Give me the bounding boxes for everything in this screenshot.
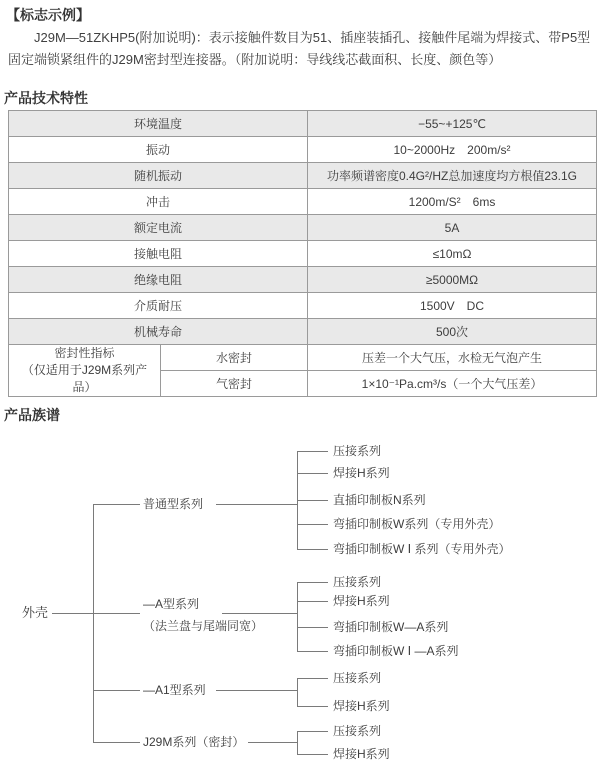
seal-label-line1: 密封性指标 [54,346,115,360]
tree-leaf-label: 焊接H系列 [333,699,390,713]
tree-connector-line [297,706,328,707]
tree-connector-line [297,582,328,583]
tree-leaf-label: 压接系列 [333,671,382,685]
tree-leaf-label: 压接系列 [333,444,382,458]
seal-type: 气密封 [161,371,308,397]
tree-connector-line [93,690,140,691]
tree-leaf-label: 压接系列 [333,724,382,738]
spec-label: 振动 [9,137,308,163]
spec-label: 随机振动 [9,163,308,189]
spec-label: 绝缘电阻 [9,267,308,293]
tree-connector-line [297,627,328,628]
tree-leaf-label: 压接系列 [333,575,382,589]
tree-group-label: 普通型系列 [143,497,204,511]
spec-value: −55~+125℃ [308,111,597,137]
tree-connector-line [297,500,328,501]
spec-value: 1500V DC [308,293,597,319]
tree-root-label: 外壳 [22,605,49,620]
seal-value: 1×10⁻¹Pa.cm³/s（一个大气压差） [308,371,597,397]
tree-connector-line [216,504,297,505]
tree-trunk-line [93,504,94,743]
spec-label: 环境温度 [9,111,308,137]
tree-connector-line [297,731,328,732]
spec-label: 介质耐压 [9,293,308,319]
seal-value: 压差一个大气压，水检无气泡产生 [308,345,597,371]
spec-value: ≤10mΩ [308,241,597,267]
spec-value: 10~2000Hz 200m/s² [308,137,597,163]
tree-connector-line [297,601,328,602]
family-tree-heading: 产品族谱 [4,407,60,423]
mark-example-heading: 【标志示例】 [6,7,90,23]
tree-connector-line [297,754,328,755]
spec-value: 1200m/S² 6ms [308,189,597,215]
tree-connector-line [297,678,328,679]
tree-leaf-label: 弯插印制板W Ⅰ —A系列 [333,644,459,658]
seal-type: 水密封 [161,345,308,371]
tree-connector-line [93,504,140,505]
tree-group-label: —A1型系列 [143,683,206,697]
spec-label: 冲击 [9,189,308,215]
tree-group-label: J29M系列（密封） [143,735,245,749]
seal-label-line2: （仅适用于J29M系列产品） [21,363,148,394]
tree-group-label: —A型系列 [143,597,200,611]
tree-connector-line [297,524,328,525]
tree-leaf-label: 焊接H系列 [333,466,390,480]
spec-label: 额定电流 [9,215,308,241]
tree-bracket-line [297,582,298,652]
tree-connector-line [216,690,297,691]
spec-section-heading: 产品技术特性 [4,90,88,106]
tree-connector-line [297,451,328,452]
tree-bracket-line [297,678,298,707]
spec-value: 500次 [308,319,597,345]
spec-label: 机械寿命 [9,319,308,345]
tree-group-sublabel: （法兰盘与尾端同宽） [143,619,264,633]
tree-leaf-label: 直插印制板N系列 [333,493,426,507]
spec-value: 功率频谱密度0.4G²/HZ总加速度均方根值23.1G [308,163,597,189]
tree-connector-line [297,473,328,474]
tree-connector-line [222,613,297,614]
tree-connector-line [93,742,140,743]
tree-connector-line [248,742,297,743]
mark-example-paragraph: J29M—51ZKHP5(附加说明)：表示接触件数目为51、插座装插孔、接触件尾端为焊接式、带P5型固定端锁紧组件的J29M密封型连接器。（附加说明：导线线芯截面积、长度、颜色等） [8,30,591,67]
tree-connector-line [297,651,328,652]
tree-connector-line [297,549,328,550]
spec-value: 5A [308,215,597,241]
tree-leaf-label: 弯插印制板W Ⅰ 系列（专用外壳） [333,542,511,556]
tree-leaf-label: 弯插印制板W系列（专用外壳） [333,517,501,531]
tree-leaf-label: 焊接H系列 [333,747,390,761]
tree-connector-line [52,613,140,614]
tree-bracket-line [297,731,298,755]
spec-label: 接触电阻 [9,241,308,267]
tree-leaf-label: 焊接H系列 [333,594,390,608]
tree-leaf-label: 弯插印制板W—A系列 [333,620,449,634]
spec-value: ≥5000MΩ [308,267,597,293]
